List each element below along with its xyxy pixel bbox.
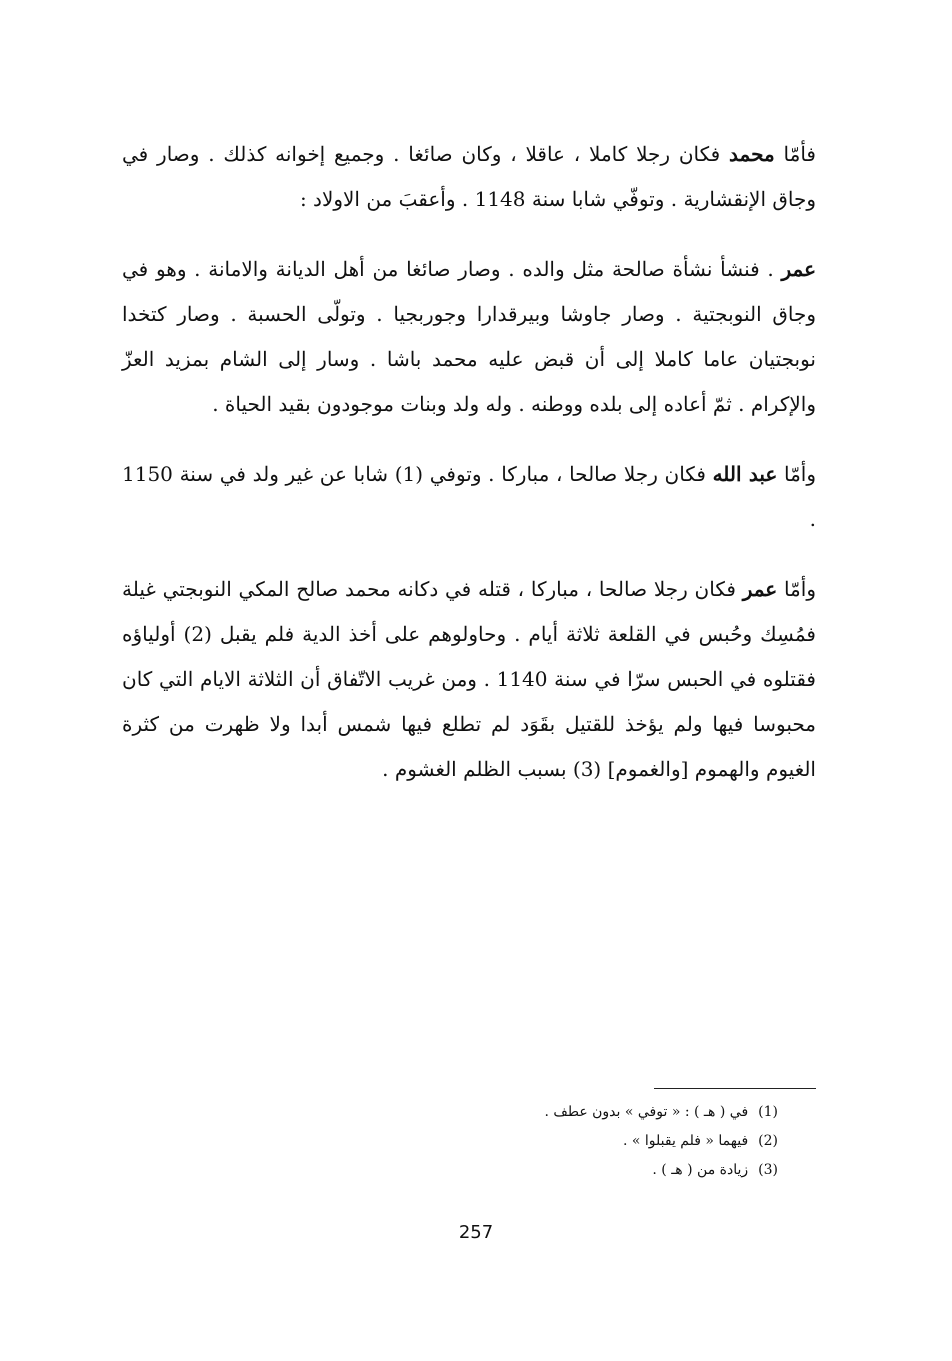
person-name-muhammad: محمد xyxy=(729,142,775,166)
person-name-abdullah: عبد الله xyxy=(712,462,778,486)
page-number: 257 xyxy=(458,1222,494,1243)
paragraph-prefix: وأمّا xyxy=(777,577,816,601)
footnote-number: (3) xyxy=(758,1162,778,1178)
footnote-number: (2) xyxy=(758,1133,778,1149)
footnote-text: زيادة من ( هـ ) . xyxy=(652,1162,749,1178)
paragraph-prefix: وأمّا xyxy=(777,462,816,486)
paragraph-text: فكان رجلا كاملا ، عاقلا ، وكان صائغا . وجميع إخوانه كذلك . وصار في وجاق الإنقشارية . وتوفّي شابا سنة 1148 . وأعقبَ من الاولاد : xyxy=(122,142,816,211)
footnote-text: في ( هـ ) : « توفي » بدون عطف . xyxy=(544,1104,749,1120)
paragraph-muhammad xyxy=(122,132,816,222)
paragraph-text: فكان رجلا صالحا ، مباركا . وتوفي (1) شابا عن غير ولد في سنة 1150 . xyxy=(122,462,816,531)
footnote-number: (1) xyxy=(758,1104,778,1120)
paragraph-omar-2 xyxy=(122,567,816,792)
paragraph-abdullah xyxy=(122,452,816,542)
person-name-omar: عمر xyxy=(781,257,816,281)
paragraph-text: . فنشأ نشأة صالحة مثل والده . وصار صائغا من أهل الديانة والامانة . وهو في وجاق النوبجتية . وصار جاوشا وبيرقدارا وجوربجيا . وتولّى الحسبة . وصار كتخدا نوبجتيان عاما كاملا إلى أن قبض عليه محمد باشا . وسار إلى الشام بمزيد العزّ والإكرام . ثمّ أعاده إلى بلده ووطنه . وله ولد وبنات موجودون بقيد الحياة . xyxy=(122,257,816,416)
paragraph-text: فكان رجلا صالحا ، مباركا ، قتله في دكانه محمد صالح المكي النوبجتي غيلة فمُسِك وحُبس في القلعة ثلاثة أيام . وحاولوهم على أخذ الدية فلم يقبل (2) أولياؤه فقتلوه في الحبس سرّا في سنة 1140 . ومن غريب الاتّفاق أن الثلاثة الايام التي كان محبوسا فيها ولم يؤخذ للقتيل بقَوَد لم تطلع فيها شمس أبدا ولا ظهرت من كثرة الغيوم والهموم [والغموم] (3) بسبب الظلم الغشوم . xyxy=(122,577,816,781)
paragraph-prefix: فأمّا xyxy=(774,142,816,166)
footnote-divider xyxy=(654,1088,816,1089)
footnote-3 xyxy=(278,1156,778,1185)
footnote-1 xyxy=(278,1098,778,1127)
footnote-text: فيهما « فلم يقبلوا » . xyxy=(622,1133,749,1149)
paragraph-omar-1 xyxy=(122,247,816,427)
person-name-omar-2: عمر xyxy=(742,577,778,601)
footnote-2 xyxy=(278,1127,778,1156)
footnotes xyxy=(278,1098,778,1185)
main-text xyxy=(122,132,816,817)
